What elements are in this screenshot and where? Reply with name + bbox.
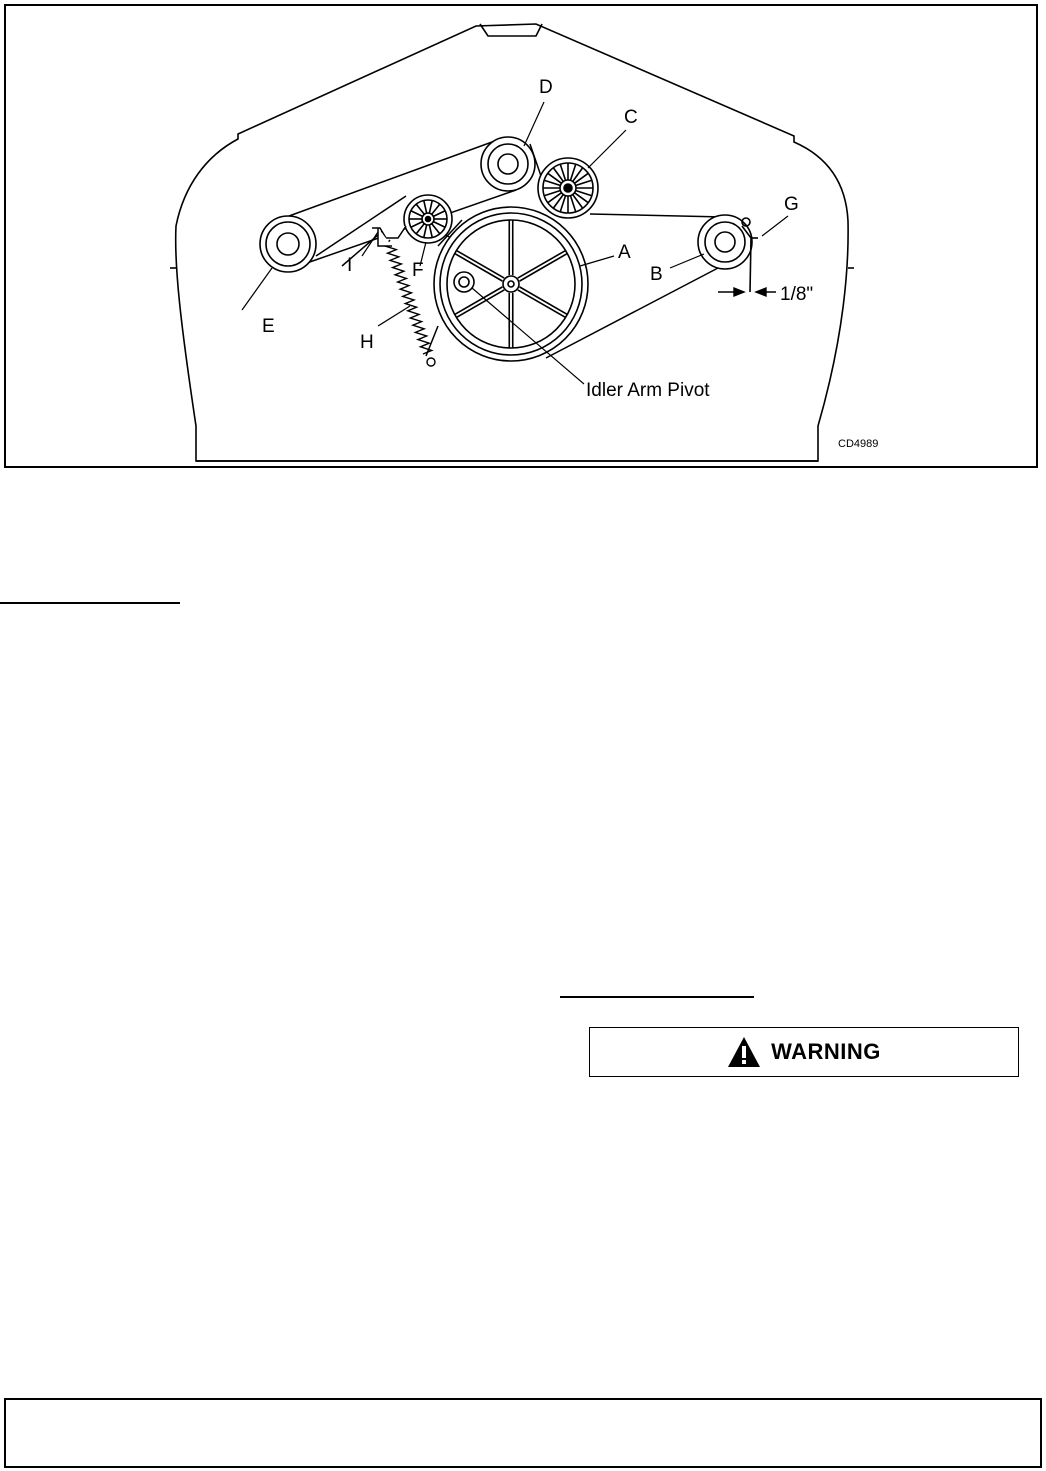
heading-rule-left [0,602,180,604]
heading-rule-right [560,996,754,998]
pulley-d [481,137,535,191]
label-b: B [650,264,663,285]
figure-code: CD4989 [838,438,879,450]
pulley-b [698,215,752,269]
footer-box [4,1398,1042,1468]
pulley-e [260,216,316,272]
label-h: H [360,332,374,353]
label-c: C [624,107,638,128]
label-e: E [262,316,275,337]
idler-arm-pivot [454,272,474,292]
spring-h [385,240,435,366]
label-f: F [412,260,424,281]
label-g: G [784,194,799,215]
belt-diagram [6,6,1036,466]
label-gap-dimension: 1/8" [780,284,814,305]
belt-diagram-figure [4,4,1038,468]
pulley-f [404,195,452,243]
warning-label: WARNING [771,1039,881,1064]
label-a: A [618,242,631,263]
label-d: D [539,77,553,98]
warning-box [589,1027,1019,1077]
gap-dimension-arrows [718,288,776,296]
warning-triangle-icon [727,1036,761,1068]
label-i: I [347,255,353,276]
label-idler-arm-pivot: Idler Arm Pivot [586,380,710,401]
